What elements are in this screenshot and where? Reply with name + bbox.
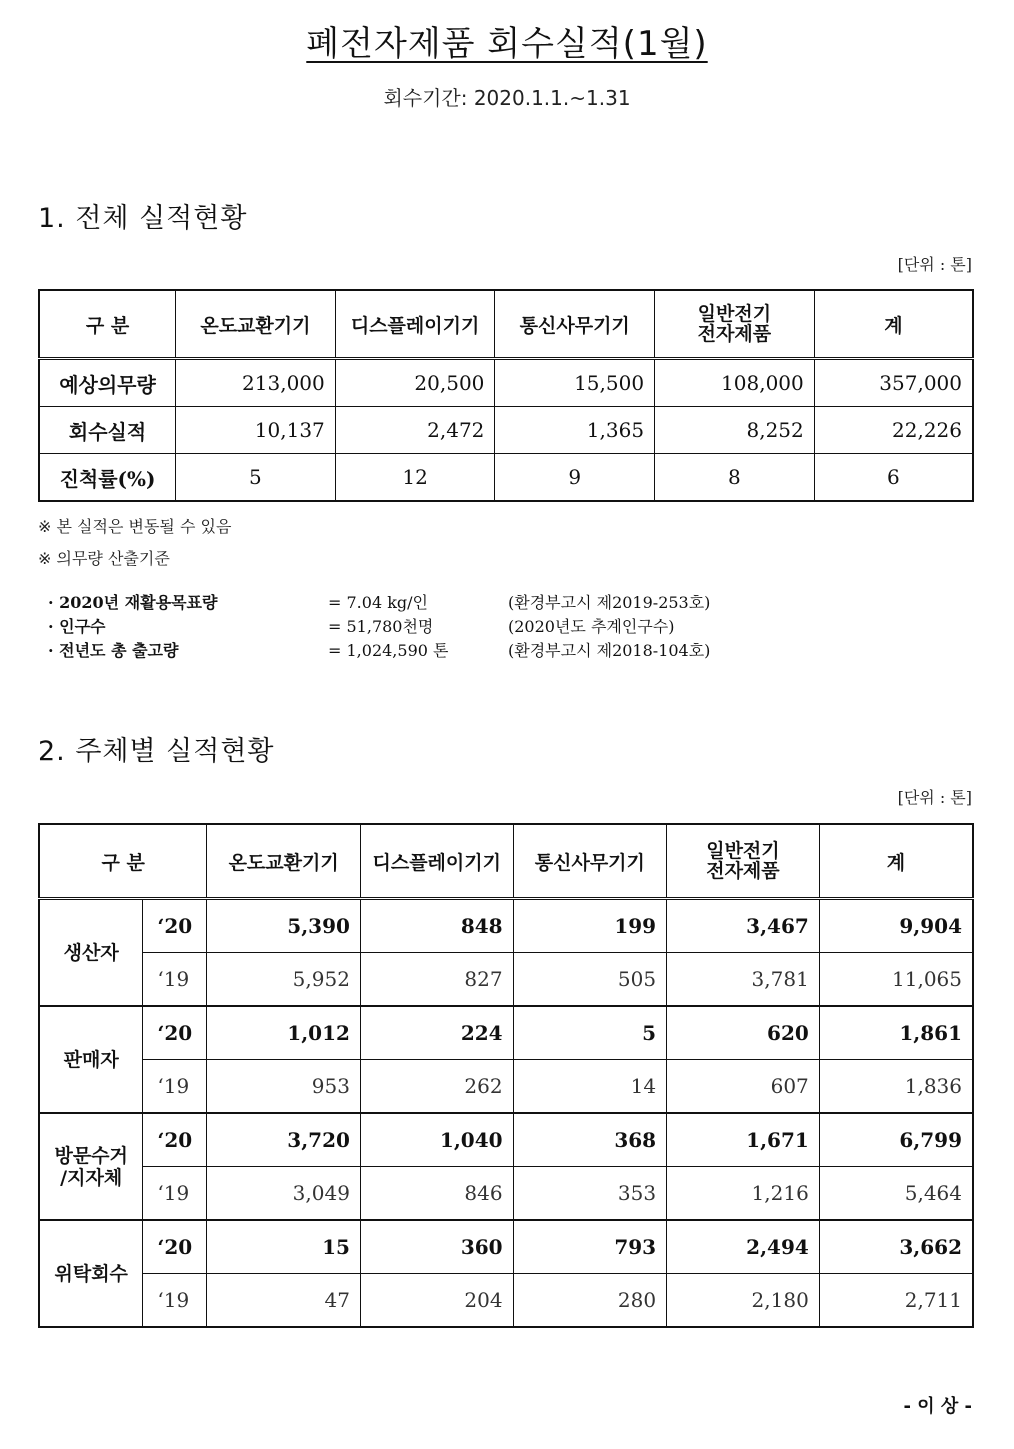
year-label: ‘19 (143, 1060, 207, 1114)
basis-label: · 2020년 재활용목표량 (48, 593, 218, 612)
header-display: 디스플레이기기 (360, 824, 513, 899)
entity-label: 생산자 (39, 899, 143, 1007)
table-cell: 47 (207, 1274, 361, 1328)
table-cell: 6,799 (819, 1113, 973, 1167)
table-cell: 360 (360, 1220, 513, 1274)
header-category: 구 분 (39, 824, 207, 899)
table-row (39, 454, 973, 502)
table-cell: 2,180 (667, 1274, 820, 1328)
table-cell: 12 (335, 454, 495, 502)
title-text: 폐전자제품 회수실적(1월) (306, 24, 708, 64)
table-cell: 2,711 (819, 1274, 973, 1328)
table-cell: 5,390 (207, 899, 361, 953)
header-temp-exchange: 온도교환기기 (207, 824, 361, 899)
section1-unit: [단위 : 톤] (897, 255, 972, 274)
table-row (39, 1113, 973, 1167)
table-row (39, 1167, 973, 1221)
header-display: 디스플레이기기 (335, 290, 495, 359)
table-cell: 9 (495, 454, 655, 502)
basis-ref: (환경부고시 제2019-253호) (508, 593, 711, 612)
table-cell: 607 (667, 1060, 820, 1114)
table-cell: 1,836 (819, 1060, 973, 1114)
year-label: ‘20 (143, 1006, 207, 1060)
year-label: ‘19 (143, 953, 207, 1007)
entity-results-table (38, 823, 974, 1328)
table-cell: 620 (667, 1006, 820, 1060)
table-cell: 5 (513, 1006, 667, 1060)
table-cell: 213,000 (176, 359, 336, 407)
table-cell: 1,040 (360, 1113, 513, 1167)
table-cell: 15,500 (495, 359, 655, 407)
table-cell: 6 (814, 454, 973, 502)
table-row (39, 1274, 973, 1328)
note-basis: ※ 의무량 산출기준 (38, 549, 170, 568)
basis-value: = 7.04 kg/인 (328, 593, 428, 612)
table-cell: 10,137 (176, 407, 336, 454)
table-cell: 3,049 (207, 1167, 361, 1221)
header-telecom-office: 통신사무기기 (495, 290, 655, 359)
table-cell: 1,365 (495, 407, 655, 454)
table-cell: 953 (207, 1060, 361, 1114)
table-cell: 14 (513, 1060, 667, 1114)
table-cell: 827 (360, 953, 513, 1007)
table-cell: 20,500 (335, 359, 495, 407)
table-cell: 848 (360, 899, 513, 953)
row-label: 진척률(%) (39, 454, 176, 502)
year-label: ‘19 (143, 1274, 207, 1328)
table-cell: 3,720 (207, 1113, 361, 1167)
note-variable: ※ 본 실적은 변동될 수 있음 (38, 517, 232, 536)
basis-ref: (환경부고시 제2018-104호) (508, 641, 711, 660)
table-cell: 2,494 (667, 1220, 820, 1274)
table-cell: 505 (513, 953, 667, 1007)
table-cell: 5 (176, 454, 336, 502)
table-cell: 846 (360, 1167, 513, 1221)
table-cell: 368 (513, 1113, 667, 1167)
entity-label: 위탁회수 (39, 1220, 143, 1327)
table-cell: 1,861 (819, 1006, 973, 1060)
basis-label: · 인구수 (48, 617, 106, 636)
entity-label: 판매자 (39, 1006, 143, 1113)
table-row (39, 1220, 973, 1274)
table-header-row (39, 824, 973, 899)
header-category: 구 분 (39, 290, 176, 359)
table-cell: 1,216 (667, 1167, 820, 1221)
header-total: 계 (814, 290, 973, 359)
table-row (39, 1060, 973, 1114)
table-row (39, 953, 973, 1007)
table-cell: 22,226 (814, 407, 973, 454)
table-cell: 357,000 (814, 359, 973, 407)
basis-value: = 1,024,590 톤 (328, 641, 449, 660)
entity-label: 방문수거 /지자체 (39, 1113, 143, 1220)
table-cell: 8 (655, 454, 815, 502)
table-row (39, 1006, 973, 1060)
table-cell: 5,464 (819, 1167, 973, 1221)
year-label: ‘20 (143, 1220, 207, 1274)
document-end-mark: - 이 상 - (903, 1396, 972, 1417)
table-cell: 793 (513, 1220, 667, 1274)
basis-ref: (2020년도 추계인구수) (508, 617, 675, 636)
basis-value: = 51,780천명 (328, 617, 434, 636)
section2-unit: [단위 : 톤] (897, 788, 972, 807)
header-temp-exchange: 온도교환기기 (176, 290, 336, 359)
table-cell: 3,662 (819, 1220, 973, 1274)
header-general-electric: 일반전기 전자제품 (655, 290, 815, 359)
collection-period: 회수기간: 2020.1.1.~1.31 (383, 86, 631, 110)
header-total: 계 (819, 824, 973, 899)
table-cell: 280 (513, 1274, 667, 1328)
table-cell: 224 (360, 1006, 513, 1060)
table-cell: 15 (207, 1220, 361, 1274)
table-cell: 262 (360, 1060, 513, 1114)
row-label: 예상의무량 (39, 359, 176, 407)
table-cell: 11,065 (819, 953, 973, 1007)
table-cell: 3,467 (667, 899, 820, 953)
table-cell: 5,952 (207, 953, 361, 1007)
table-cell: 1,012 (207, 1006, 361, 1060)
table-cell: 3,781 (667, 953, 820, 1007)
table-row (39, 359, 973, 407)
table-cell: 1,671 (667, 1113, 820, 1167)
section2-heading: 2. 주체별 실적현황 (38, 736, 275, 767)
year-label: ‘19 (143, 1167, 207, 1221)
table-header-row (39, 290, 973, 359)
table-row (39, 899, 973, 953)
header-general-electric: 일반전기 전자제품 (667, 824, 820, 899)
document-title (0, 16, 1014, 65)
year-label: ‘20 (143, 1113, 207, 1167)
basis-label: · 전년도 총 출고량 (48, 641, 179, 660)
table-cell: 199 (513, 899, 667, 953)
header-telecom-office: 통신사무기기 (513, 824, 667, 899)
section1-heading: 1. 전체 실적현황 (38, 203, 248, 234)
table-cell: 2,472 (335, 407, 495, 454)
table-cell: 108,000 (655, 359, 815, 407)
table-row (39, 407, 973, 454)
table-cell: 9,904 (819, 899, 973, 953)
table-cell: 8,252 (655, 407, 815, 454)
overall-results-table (38, 289, 974, 502)
row-label: 회수실적 (39, 407, 176, 454)
table-cell: 353 (513, 1167, 667, 1221)
table-cell: 204 (360, 1274, 513, 1328)
year-label: ‘20 (143, 899, 207, 953)
